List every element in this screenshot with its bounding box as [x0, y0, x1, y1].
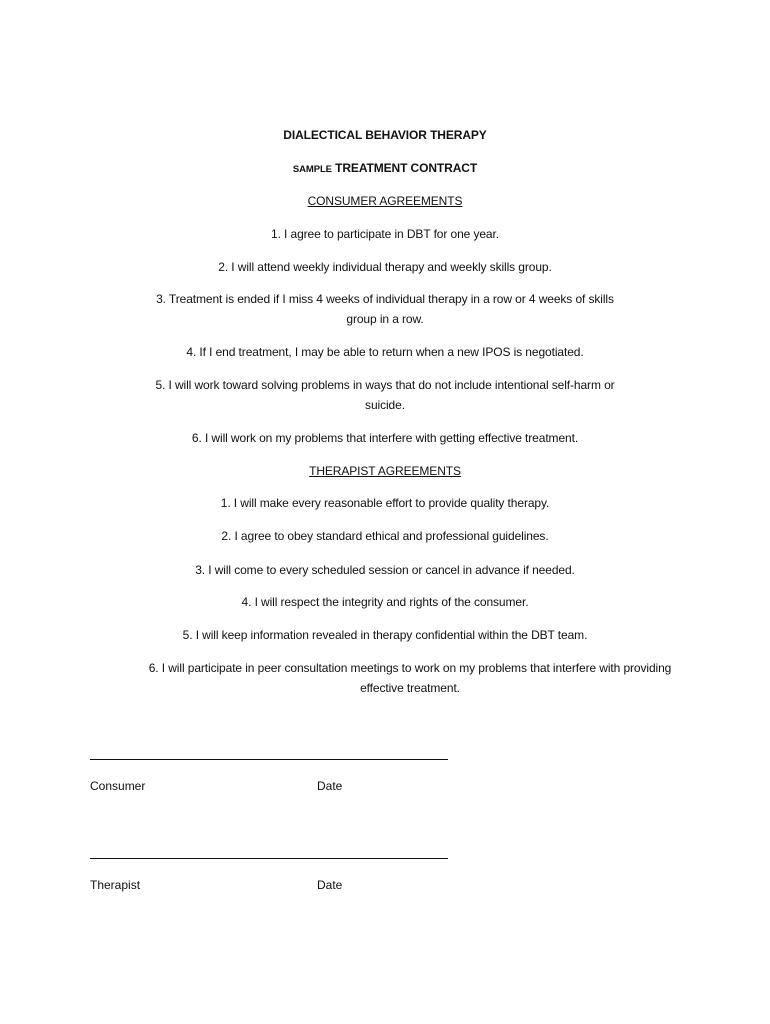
- consumer-signature-line: [90, 759, 448, 760]
- therapist-signature-line: [90, 858, 448, 859]
- therapist-heading-text: THERAPIST AGREEMENTS: [309, 464, 461, 478]
- therapist-date-label: Date: [317, 878, 343, 892]
- subtitle-main: TREATMENT CONTRACT: [335, 161, 478, 175]
- therapist-item-5: 5. I will keep information revealed in therapy confidential within the DBT team.: [182, 628, 588, 642]
- therapist-heading: [0, 461, 770, 481]
- therapist-signature-label: Therapist: [90, 878, 141, 892]
- subtitle-prefix: SAMPLE: [292, 164, 332, 175]
- therapist-item-4: 4. I will respect the integrity and rights of the consumer.: [241, 595, 529, 609]
- therapist-item-3: 3. I will come to every scheduled session or cancel in advance if needed.: [195, 563, 575, 577]
- document-title: DIALECTICAL BEHAVIOR THERAPY: [283, 128, 487, 142]
- consumer-date-label: Date: [317, 779, 343, 793]
- consumer-item-5: 5. I will work toward solving problems in ways that do not include intentional self-harm or suicide.: [155, 378, 615, 412]
- therapist-item-2: 2. I agree to obey standard ethical and professional guidelines.: [221, 529, 549, 543]
- consumer-item-2: 2. I will attend weekly individual therapy and weekly skills group.: [218, 260, 552, 274]
- consumer-item-3: 3. Treatment is ended if I miss 4 weeks of individual therapy in a row or 4 weeks of skills group in a row.: [156, 292, 614, 326]
- consumer-heading-text: CONSUMER AGREEMENTS: [307, 194, 463, 208]
- consumer-signature-label: Consumer: [90, 779, 146, 793]
- document-subtitle: [0, 158, 770, 180]
- consumer-item-6: 6. I will work on my problems that interfere with getting effective treatment.: [191, 431, 579, 445]
- consumer-heading: [0, 191, 770, 211]
- therapist-item-1: 1. I will make every reasonable effort to provide quality therapy.: [220, 496, 550, 510]
- consumer-item-1: 1. I agree to participate in DBT for one year.: [271, 227, 499, 241]
- consumer-item-4: 4. If I end treatment, I may be able to return when a new IPOS is negotiated.: [186, 345, 584, 359]
- therapist-item-6: 6. I will participate in peer consultation meetings to work on my problems that interfere with providing effective treatment.: [148, 661, 672, 695]
